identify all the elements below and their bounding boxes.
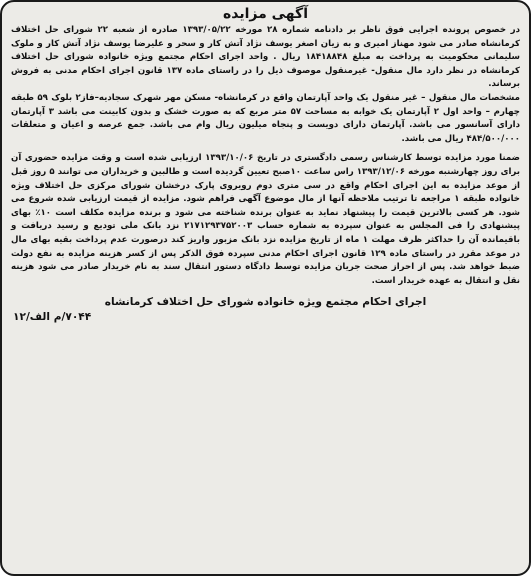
- paragraph-property-spec: مشخصات مال منقول – غیر منقول یک واحد آپارتمان واقع در کرمانشاه- مسکن مهر شهرک سجادیه–فاز۲ بلوک ۵۹ طبقه چهارم – واحد اول ۲ آپارتمان یک خوابه به مساحت ۵۷ متر مربع که به صورت خشک و بدون کابینت می باشد ۳ آپارتمان دارای آسانسور می باشد. آپارتمان دارای دویست و پنجاه میلیون ریال وام می باشد. جمع عرصه و اعیان و متعلقات ۴۸۴/۵۰۰/۰۰۰ ریال می باشد.: [11, 92, 521, 144]
- notice-title: آگهی مزایده: [222, 6, 308, 22]
- paragraph-auction-terms: ضمنا مورد مزایده توسط کارشناس رسمی دادگستری در تاریخ ۱۳۹۳/۱۰/۰۶ ارزیابی شده است و وقت مزایده حضوری آن برای روز چهارشنبه مورخه ۱۳۹۳/۱۲/۰۶ راس ساعت ۱۰صبح تعیین گردیده است و طالبین و خریداران می توانند ۵ روز قبل از موعد مزایده به این اجرای احکام واقع در سی متری دوم رویروی پارک درخشان شورای مرکزی حل اختلاف ویژه خانواده طبقه ۱ مراجعه تا ترتیب ملاحظه آنها از مال موضوع آگهی فراهم شود. مزایده از قیمت ارزیابی شده شروع می شود. هر کسی بالاترین قیمت را پیشنهاد نماید به عنوان برنده شناخته می شود و برنده مزایده مکلف است ۱۰٪ بهای پیشنهادی را فی المجلس به عنوان سپرده به شماره حساب ۲۱۷۱۲۹۳۷۵۲۰۰۳ نزد بانک ملی تودیع و رسید دریافت و باقیمانده آن را حداکثر ظرف مهلت ۱ ماه از تاریخ مزایده نزد بانک مزبور واریز کند درصورت عدم پرداخت بقیه بهای مال در موعد مقرر در راستای ماده ۱۲۹ قانون اجرای احکام مدنی سپرده فوق الذکر پس از کسر هزینه مزایده به نفع دولت ضبط خواهد شد. پس از احراز صحت جریان مزایده توسط دادگاه دستور انتقال سند به نام خریدار صادر می شود هزینه نقل و انتقال به عهده خریدار است.: [11, 153, 520, 286]
- paragraph-case-intro: در خصوص پرونده اجرایی فوق ناظر بر دادنامه شماره ۲۸ مورخه ۱۳۹۳/۰۵/۲۲ صادره از شعبه ۲۲ شورای حل اختلاف کرمانشاه صادر می شود مهناز امیری و به زیان اصغر یوسف نژاد آتش کار و سحر و علیرضا یوسف نژاد آتش کار و ملوک سلیمانی محکومیت به پرداخت به مبلغ ۱۸۴۱۸۸۴۸ ریال . واحد اجرای احکام مجتمع ویژه خانواده شورای حل اختلاف کرمانشاه در نظر دارد مال منقول- غیرمنقول موصوف ذیل را در راستای ماده ۱۳۷ قانون اجرای احکام مدنی به فروش برساند.: [11, 25, 521, 90]
- notice-body: [11, 24, 520, 288]
- notice-reference-code: ۷۰۴۴/م الف/۱۲: [13, 311, 92, 324]
- issuing-office: اجرای احکام مجتمع ویژه خانواده شورای حل اختلاف کرمانشاه: [104, 296, 427, 309]
